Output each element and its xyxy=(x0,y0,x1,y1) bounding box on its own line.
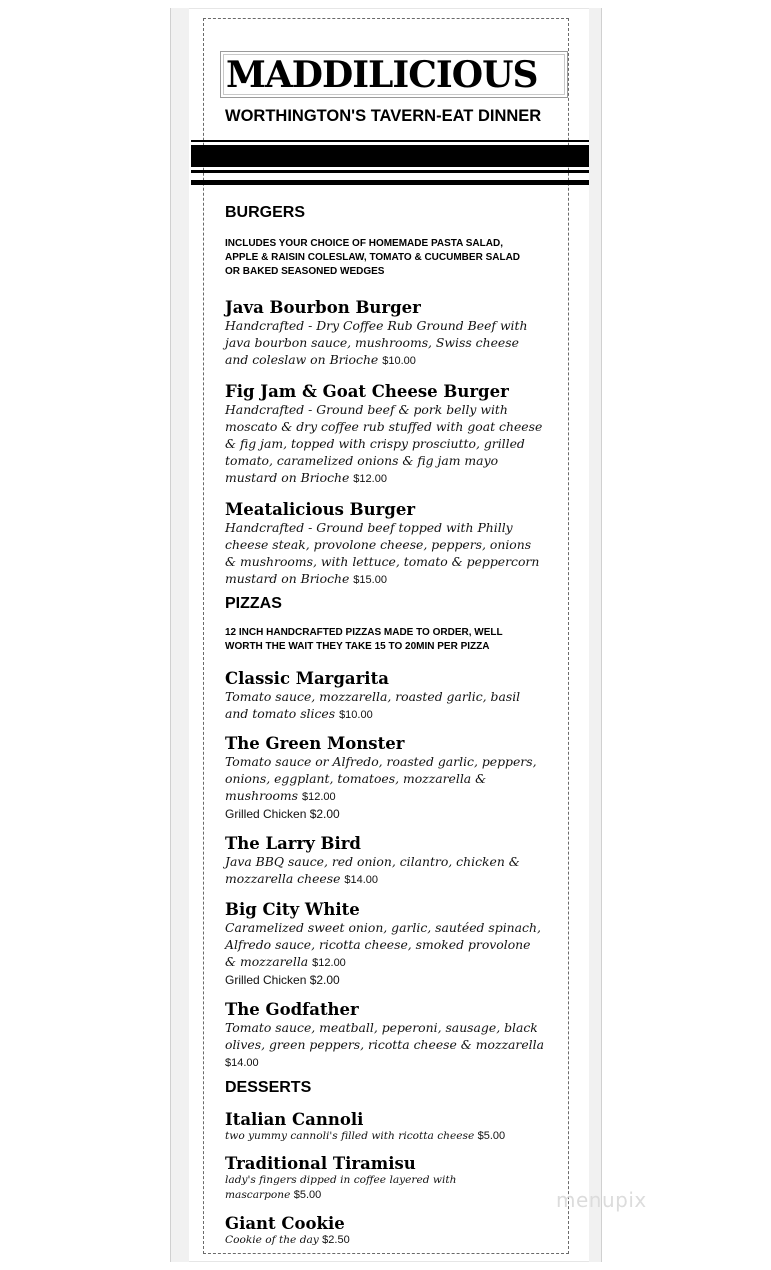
item-description: mozzarella cheese $14.00 xyxy=(225,871,379,886)
item-description: lady's fingers dipped in coffee layered with xyxy=(225,1174,457,1186)
item-name: Java Bourbon Burger xyxy=(225,298,421,317)
item-description: mushrooms $12.00 xyxy=(225,788,336,803)
item-price: $12.00 xyxy=(353,473,387,485)
item-description: cheese steak, provolone cheese, peppers, onions xyxy=(225,537,532,552)
section-title: BURGERS xyxy=(225,204,306,221)
restaurant-title: MADDILICIOUS xyxy=(226,54,538,96)
menu-subtitle: WORTHINGTON'S TAVERN-EAT DINNER xyxy=(225,107,542,125)
item-price: $14.00 xyxy=(225,1057,259,1069)
menu-item xyxy=(225,670,570,724)
item-description xyxy=(225,1053,570,1072)
menu-item xyxy=(225,1215,570,1248)
item-price: $5.00 xyxy=(477,1130,506,1142)
item-price: $12.00 xyxy=(312,957,346,969)
dashed-border-bottom xyxy=(203,1253,569,1254)
item-description: olives, green peppers, ricotta cheese & mozzarella xyxy=(225,1037,544,1052)
item-name: Fig Jam & Goat Cheese Burger xyxy=(225,382,509,401)
section-description: APPLE & RAISIN COLESLAW, TOMATO & CUCUMBER SALAD xyxy=(225,252,521,263)
menu-content xyxy=(225,203,570,1248)
section-description: OR BAKED SEASONED WEDGES xyxy=(225,266,385,277)
item-name: Classic Margarita xyxy=(225,669,389,688)
item-name: The Green Monster xyxy=(225,734,405,753)
item-name: Meatalicious Burger xyxy=(225,500,416,519)
item-price: $15.00 xyxy=(353,574,387,586)
item-description: mustard on Brioche $12.00 xyxy=(225,470,387,485)
item-name: Giant Cookie xyxy=(225,1214,345,1233)
item-name: Big City White xyxy=(225,900,360,919)
menu-item xyxy=(225,1155,570,1203)
section-desserts xyxy=(225,1078,570,1248)
item-price: $14.00 xyxy=(344,874,379,886)
section-burgers xyxy=(225,203,570,589)
menu-item xyxy=(225,835,570,889)
dashed-border-top xyxy=(203,18,569,19)
item-description: Alfredo sauce, ricotta cheese, smoked provolone xyxy=(225,937,531,952)
item-description: mascarpone $5.00 xyxy=(225,1189,322,1201)
section-pizzas xyxy=(225,594,570,1072)
item-description: mustard on Brioche $15.00 xyxy=(225,571,387,586)
item-name: Italian Cannoli xyxy=(225,1110,364,1129)
item-description: Tomato sauce, meatball, peperoni, sausage, black xyxy=(225,1020,538,1035)
menu-item xyxy=(225,735,570,822)
item-description: onions, eggplant, tomatoes, mozzarella & xyxy=(225,771,487,786)
item-description: Tomato sauce, mozzarella, roasted garlic, basil xyxy=(225,689,521,704)
header-band xyxy=(191,170,589,173)
section-description: WORTH THE WAIT THEY TAKE 15 TO 20MIN PER PIZZA xyxy=(225,641,490,652)
item-description: & mozzarella $12.00 xyxy=(225,954,346,969)
menu-item xyxy=(225,901,570,988)
item-description: & mushrooms, with lettuce, tomato & peppercorn xyxy=(225,554,540,569)
item-description: Handcrafted - Ground beef topped with Philly xyxy=(225,520,513,535)
item-description: Tomato sauce or Alfredo, roasted garlic, peppers, xyxy=(225,754,537,769)
item-description: Handcrafted - Ground beef & pork belly with xyxy=(225,402,508,417)
item-name: Traditional Tiramisu xyxy=(225,1154,416,1173)
section-description: INCLUDES YOUR CHOICE OF HOMEMADE PASTA SALAD, xyxy=(225,238,503,249)
section-title: DESSERTS xyxy=(225,1079,312,1096)
item-name: The Godfather xyxy=(225,1000,359,1019)
header-band xyxy=(191,140,589,142)
menu-page xyxy=(170,8,602,1262)
menu-item xyxy=(225,299,570,370)
item-price: $2.50 xyxy=(322,1234,350,1246)
item-addon: Grilled Chicken $2.00 xyxy=(225,807,340,821)
item-price: $10.00 xyxy=(382,355,416,367)
item-description: Cookie of the day $2.50 xyxy=(225,1234,350,1246)
item-price: $5.00 xyxy=(293,1189,322,1201)
item-description: and coleslaw on Brioche $10.00 xyxy=(225,352,416,367)
header-band xyxy=(191,145,589,167)
item-description: & fig jam, topped with crispy prosciutto, grilled xyxy=(225,436,525,451)
menu-item xyxy=(225,1001,570,1072)
item-price: $10.00 xyxy=(339,709,373,721)
item-description: and tomato slices $10.00 xyxy=(225,706,373,721)
item-description: moscato & dry coffee rub stuffed with goat cheese xyxy=(225,419,543,434)
item-description: tomato, caramelized onions & fig jam mayo xyxy=(225,453,499,468)
item-description: Java BBQ sauce, red onion, cilantro, chicken & xyxy=(225,854,520,869)
item-description: Handcrafted - Dry Coffee Rub Ground Beef with xyxy=(225,318,528,333)
section-description: 12 INCH HANDCRAFTED PIZZAS MADE TO ORDER, WELL xyxy=(225,627,503,638)
item-price: $12.00 xyxy=(301,791,336,803)
page-shade-left xyxy=(171,8,189,1262)
page-shade-right xyxy=(589,8,601,1262)
header-band xyxy=(191,180,589,185)
menu-item xyxy=(225,383,570,488)
menupix-watermark: menupix xyxy=(556,1188,647,1212)
item-description: Caramelized sweet onion, garlic, sautéed spinach, xyxy=(225,920,541,935)
item-description: two yummy cannoli's filled with ricotta cheese $5.00 xyxy=(225,1130,506,1142)
menu-item xyxy=(225,501,570,589)
section-title: PIZZAS xyxy=(225,595,282,612)
item-description: java bourbon sauce, mushrooms, Swiss cheese xyxy=(225,335,519,350)
dashed-border-left xyxy=(203,18,204,1254)
menu-item xyxy=(225,1111,570,1144)
item-addon: Grilled Chicken $2.00 xyxy=(225,973,340,987)
item-name: The Larry Bird xyxy=(225,834,361,853)
